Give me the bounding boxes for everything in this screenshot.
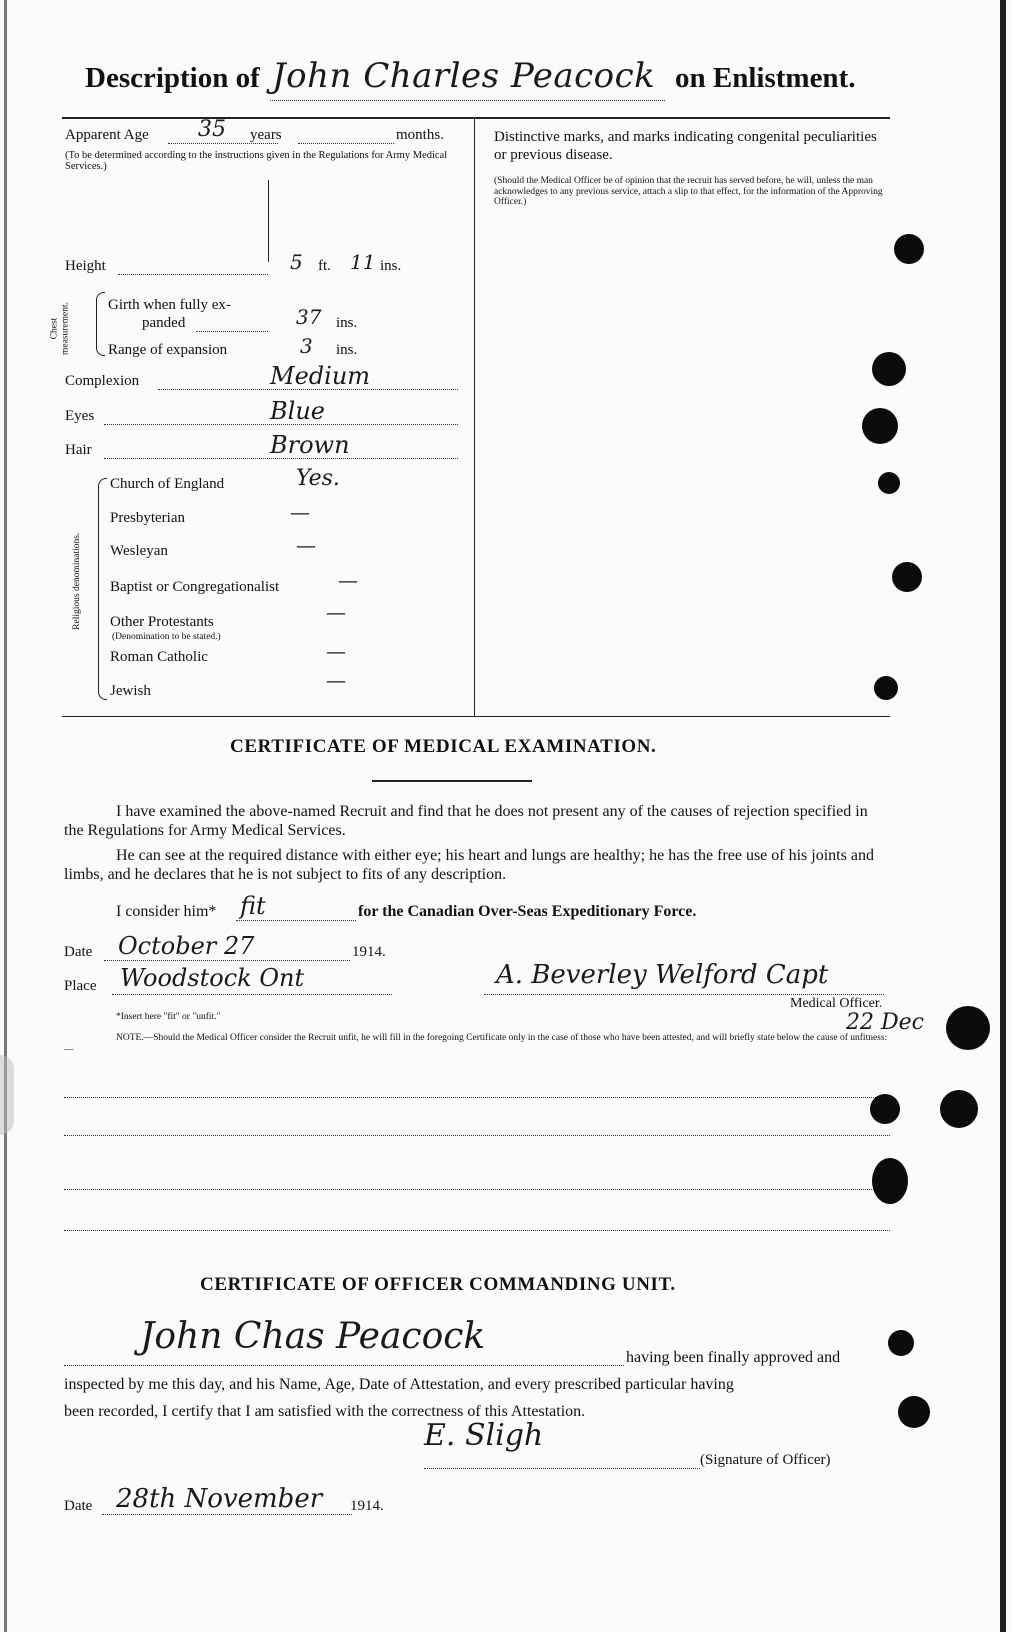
chest-side-label: Chest measurement. xyxy=(49,301,70,356)
medical-place-value: Woodstock Ont xyxy=(120,964,305,992)
unfit-cause-line-1 xyxy=(64,1097,890,1098)
medical-place-label: Place xyxy=(64,978,97,994)
religion-value-jewish: — xyxy=(326,668,346,692)
girth-label-2: panded xyxy=(142,315,186,331)
medical-officer-signature: A. Beverley Welford Capt xyxy=(496,960,829,990)
medical-para-2: He can see at the required distance with either eye; his heart and lungs are healthy; he has the free use of his joints and limbs, and he declares that he is not subject to fits of any description. xyxy=(64,847,874,883)
complexion-value: Medium xyxy=(270,362,371,390)
binding-hole-mark xyxy=(874,676,898,700)
commanding-text-3: been recorded, I certify that I am satisfied with the correctness of this Attestation. xyxy=(64,1403,586,1420)
insert-note: *Insert here "fit" or "unfit." xyxy=(116,1012,221,1022)
distinctive-marks-label: Distinctive marks, and marks indicating congenital peculiarities or previous disease. xyxy=(494,129,877,163)
binding-hole-mark xyxy=(940,1090,978,1128)
denomination-note: (Denomination to be stated.) xyxy=(112,632,221,642)
religion-value-roman-catholic: — xyxy=(326,639,346,663)
religion-label-other-protestants: Other Protestants xyxy=(110,614,214,630)
left-edge-tear xyxy=(0,1055,14,1135)
medical-year-print: 1914. xyxy=(352,944,386,960)
chest-brace xyxy=(96,292,105,356)
years-label: years xyxy=(250,127,282,143)
binding-hole-mark xyxy=(872,352,906,386)
range-value: 3 xyxy=(300,334,313,358)
header-name: John Charles Peacock xyxy=(272,56,656,96)
religion-brace xyxy=(98,478,107,700)
ins-label: ins. xyxy=(380,258,402,274)
binding-hole-mark xyxy=(898,1396,930,1428)
medical-place-line xyxy=(112,994,392,995)
range-ins-label: ins. xyxy=(336,342,358,358)
months-label: months. xyxy=(396,127,444,143)
distinctive-marks-note: (Should the Medical Officer be of opinion that the recruit has served before, he will, unless the man acknowledges to any previous service, attach a slip to that effect, for the information of the Approving Officer.) xyxy=(494,176,883,207)
months-line xyxy=(298,143,394,144)
binding-hole-mark xyxy=(870,1094,900,1124)
consider-line xyxy=(236,920,356,921)
religion-value-wesleyan: — xyxy=(296,533,316,557)
medical-date-line xyxy=(104,960,350,961)
medical-date-label: Date xyxy=(64,944,93,960)
commanding-officer-signature: E. Sligh xyxy=(424,1418,544,1453)
consider-suffix: for the Canadian Over-Seas Expeditionary Force. xyxy=(358,903,697,920)
unfit-note: NOTE.—Should the Medical Officer consider the Recruit unfit, he will fill in the foregoing Certificate only in the case of those who have been attested, and will briefly state below the cause of unfitness:— xyxy=(64,1033,888,1055)
consider-prefix: I consider him* xyxy=(116,903,217,920)
religion-label-church-of-england: Church of England xyxy=(110,476,225,492)
commanding-date-value: 28th November xyxy=(116,1484,323,1514)
commanding-name-line xyxy=(64,1365,624,1366)
binding-hole-mark xyxy=(862,408,898,444)
religion-label-baptist: Baptist or Congregationalist xyxy=(110,579,280,595)
unfit-cause-line-2 xyxy=(64,1135,890,1136)
medical-certificate-title: CERTIFICATE OF MEDICAL EXAMINATION. xyxy=(230,736,657,757)
column-divider xyxy=(474,117,475,717)
girth-value: 37 xyxy=(296,305,322,329)
binding-hole-mark xyxy=(894,234,924,264)
unfit-cause-line-3 xyxy=(64,1189,890,1190)
commanding-date-label: Date xyxy=(64,1498,93,1514)
commanding-signature-label: (Signature of Officer) xyxy=(700,1452,831,1468)
hair-value: Brown xyxy=(270,431,350,459)
religion-side-label: Religious denominations. xyxy=(71,532,82,630)
religion-value-presbyterian: — xyxy=(290,500,310,524)
unfit-cause-line-4 xyxy=(64,1230,890,1231)
commanding-date-line xyxy=(102,1514,352,1515)
consider-value: fit xyxy=(240,892,266,920)
medical-officer-label: Medical Officer. xyxy=(790,996,883,1011)
commanding-text-2: inspected by me this day, and his Name, Age, Date of Attestation, and every prescribed particular having xyxy=(64,1376,734,1393)
commanding-signed-name: John Chas Peacock xyxy=(140,1316,486,1357)
left-scan-edge xyxy=(4,0,7,1632)
religion-value-other-protestants: — xyxy=(326,600,346,624)
commanding-signature-line xyxy=(424,1468,700,1469)
binding-hole-mark xyxy=(878,472,900,494)
height-line xyxy=(118,274,268,275)
header-suffix: on Enlistment. xyxy=(675,62,856,94)
eyes-value: Blue xyxy=(270,397,325,425)
header-prefix: Description of xyxy=(85,62,260,94)
medical-title-underline xyxy=(372,780,532,782)
section-rule xyxy=(62,716,890,717)
header-name-line xyxy=(270,100,665,101)
girth-line xyxy=(196,331,268,332)
religion-label-jewish: Jewish xyxy=(110,683,151,699)
hair-label: Hair xyxy=(65,442,92,458)
religion-value-baptist: — xyxy=(338,568,358,592)
right-scan-edge xyxy=(1000,0,1006,1632)
girth-label-1: Girth when fully ex- xyxy=(108,297,231,313)
range-label: Range of expansion xyxy=(108,342,228,358)
commanding-year-print: 1914. xyxy=(350,1498,384,1514)
age-note: (To be determined according to the instructions given in the Regulations for Army Medical Services.) xyxy=(65,150,448,172)
medical-date-value: October 27 xyxy=(118,932,255,960)
height-ft-value: 5 xyxy=(290,250,303,274)
girth-ins-label: ins. xyxy=(336,315,358,331)
religion-label-presbyterian: Presbyterian xyxy=(110,510,185,526)
medical-margin-note: 22 Dec xyxy=(846,1010,924,1035)
binding-hole-mark xyxy=(888,1330,914,1356)
top-rule xyxy=(62,117,890,119)
complexion-label: Complexion xyxy=(65,373,140,389)
age-value: 35 xyxy=(198,117,226,142)
binding-hole-mark xyxy=(872,1158,908,1204)
entry-divider xyxy=(268,180,269,262)
eyes-label: Eyes xyxy=(65,408,95,424)
religion-value-church-of-england: Yes. xyxy=(296,466,340,491)
age-label: Apparent Age xyxy=(65,127,149,143)
ft-label: ft. xyxy=(318,258,331,274)
religion-label-wesleyan: Wesleyan xyxy=(110,543,168,559)
commanding-text-1: having been finally approved and xyxy=(626,1349,841,1366)
height-in-value: 11 xyxy=(350,250,376,274)
medical-officer-line xyxy=(484,994,884,995)
commanding-certificate-title: CERTIFICATE OF OFFICER COMMANDING UNIT. xyxy=(200,1274,676,1295)
medical-para-1: I have examined the above-named Recruit and find that he does not present any of the causes of rejection specified in the Regulations for Army Medical Services. xyxy=(64,803,868,839)
binding-hole-mark xyxy=(892,562,922,592)
religion-label-roman-catholic: Roman Catholic xyxy=(110,649,208,665)
height-label: Height xyxy=(65,258,106,274)
binding-hole-mark xyxy=(946,1006,990,1050)
